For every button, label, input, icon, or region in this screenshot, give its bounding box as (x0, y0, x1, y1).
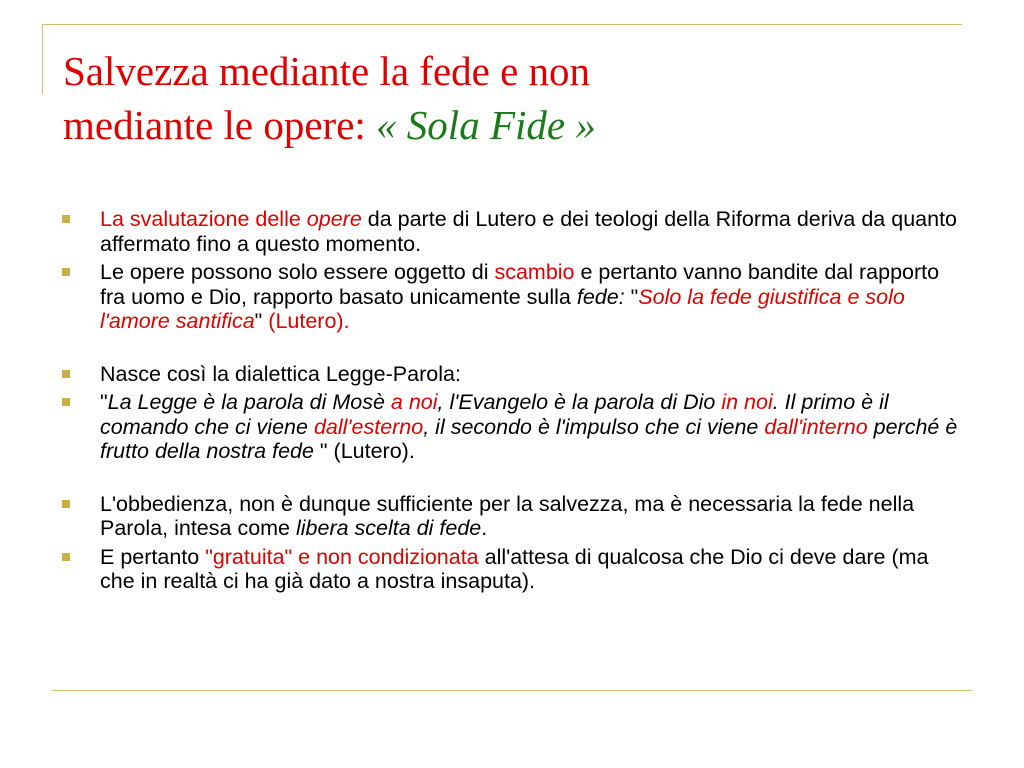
bullet-text-emphasis: fede: (576, 284, 625, 309)
bullet-text-highlight: in noi (721, 390, 773, 414)
square-bullet-icon (62, 268, 70, 276)
slide-title (63, 44, 963, 152)
bullet-quote: , il secondo è l'impulso che ci viene (423, 414, 765, 439)
square-bullet-icon (62, 215, 70, 223)
title-line-1: Salvezza mediante la fede e non (63, 48, 591, 94)
bullet-text: e pertanto vanno bandite dal rapporto fra uomo e Dio, rapporto basato unicamente sulla (100, 260, 940, 309)
bullet-text-highlight: a noi (390, 390, 438, 414)
bullet-text: all'attesa di qualcosa che Dio ci deve dare (ma che in realtà ci ha già dato a nostra insaputa). (100, 544, 929, 593)
bullet-text: E pertanto (100, 544, 206, 569)
bullet-text-emphasis: libera scelta di fede (296, 516, 482, 540)
frame-bottom-line (52, 690, 972, 691)
bullet-text: La svalutazione delle (100, 207, 307, 231)
bullet-text: " (624, 284, 639, 309)
bullet-quote: , l'Evangelo è la parola di Dio (437, 390, 722, 414)
bullet-item-dialettica (62, 362, 962, 387)
frame-top-line (42, 24, 962, 25)
square-bullet-icon (62, 553, 70, 561)
bullet-quote: Solo la fede giustifica e solo l'amore santifica (100, 284, 905, 333)
bullet-text: " (100, 390, 108, 414)
square-bullet-icon (62, 398, 70, 406)
bullet-text: Le opere possono solo essere oggetto di (100, 260, 495, 284)
bullet-text-highlight: scambio (494, 260, 575, 284)
bullet-text-emphasis: opere (306, 207, 362, 231)
bullet-quote: . Il primo è il comando che ci viene (100, 390, 889, 439)
frame-left-line (42, 24, 43, 94)
bullet-text: L'obbedienza, non è dunque sufficiente per la salvezza, ma è necessaria la fede nella Parola, intesa come (100, 491, 915, 540)
bullet-text-highlight: dall'interno (764, 414, 868, 439)
square-bullet-icon (62, 370, 70, 378)
bullet-item-gratuita (62, 545, 962, 594)
bullet-text: " (254, 309, 263, 333)
bullet-quote: perché è frutto della nostra fede (100, 414, 958, 463)
title-sola-fide: « Sola Fide » (376, 102, 596, 148)
bullet-text: Nasce così la dialettica Legge-Parola: (100, 361, 461, 386)
bullet-text-highlight: "gratuita" e non condizionata (205, 544, 479, 569)
bullet-list (62, 207, 962, 598)
bullet-text: da parte di Lutero e dei teologi della Riforma deriva da quanto affermato fino a questo momento. (100, 207, 957, 256)
bullet-item-legge-parola (62, 390, 962, 464)
bullet-item-obbedienza (62, 492, 962, 541)
square-bullet-icon (62, 500, 70, 508)
bullet-text-highlight: dall'esterno (313, 414, 424, 439)
bullet-item-opere-scambio (62, 260, 962, 334)
bullet-item-svalutazione (62, 207, 962, 256)
title-line-2: mediante le opere: (63, 102, 377, 148)
bullet-quote: La Legge è la parola di Mosè (107, 390, 391, 414)
bullet-attribution: (Lutero). (262, 309, 350, 333)
bullet-text: . (481, 516, 488, 540)
bullet-attribution: " (Lutero). (313, 439, 415, 463)
